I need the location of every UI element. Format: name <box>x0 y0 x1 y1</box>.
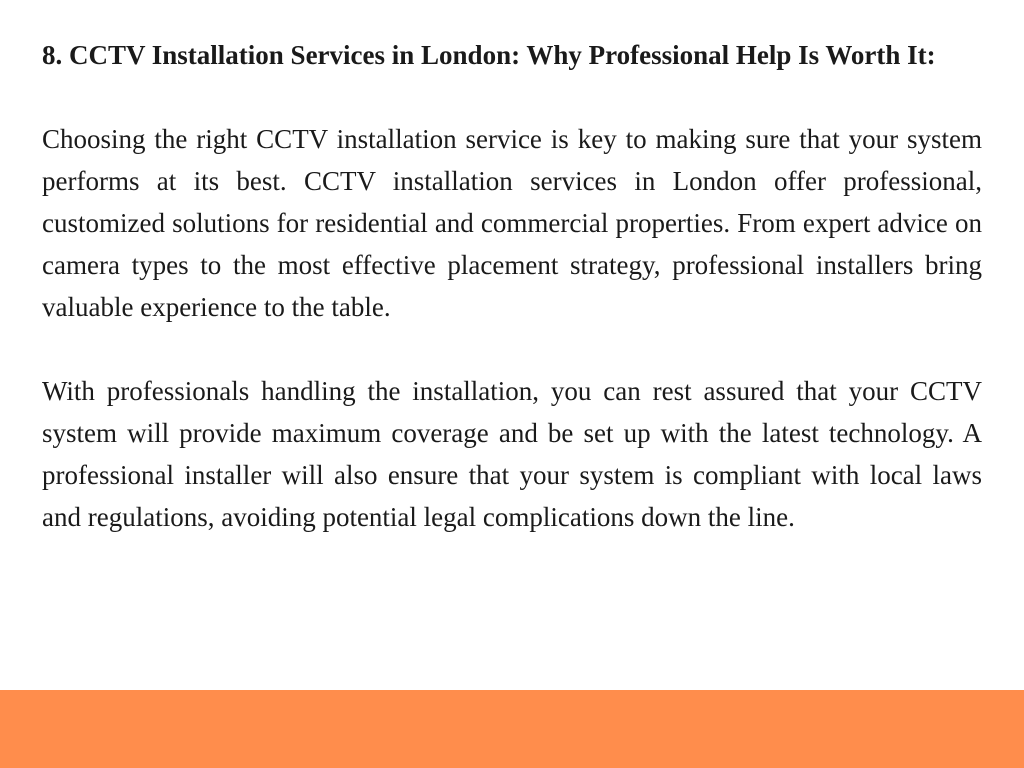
paragraph-intro: Choosing the right CCTV installation service is key to making sure that your system performs at its best. CCTV installation services in London offer professional, customized solutions for residential and commercial properties. From expert advice on camera types to the most effective placement strategy, professional installers bring valuable experience to the table. <box>42 124 982 322</box>
section-heading: 8. CCTV Installation Services in London: Why Professional Help Is Worth It: <box>42 40 936 70</box>
paragraph-benefits: With professionals handling the installation, you can rest assured that your CCTV system will provide maximum coverage and be set up with the latest technology. A professional installer will also ensure that your system is compliant with local laws and regulations, avoiding potential legal complications down the line. <box>42 376 982 532</box>
footer-accent-band <box>0 690 1024 768</box>
content-area <box>42 34 982 538</box>
